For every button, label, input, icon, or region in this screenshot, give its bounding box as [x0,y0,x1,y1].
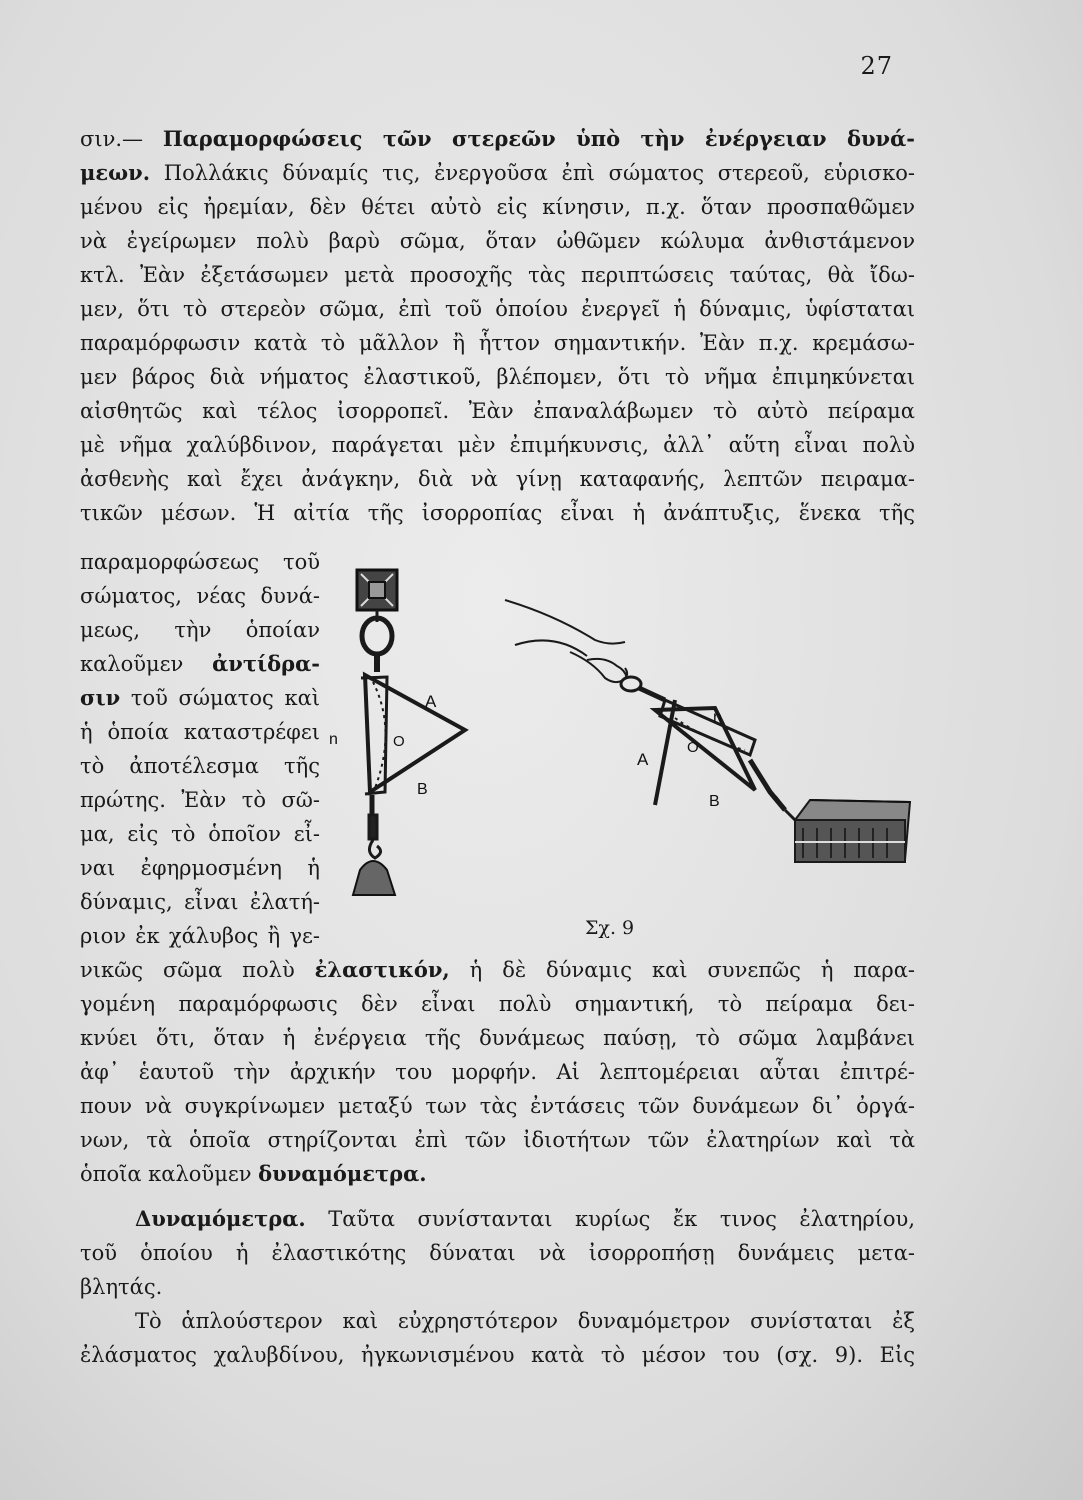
page-number: 27 [860,52,893,80]
wrapped-text-column [80,545,320,953]
wrapcol-line: ἡ ὁποία καταστρέφει [80,720,320,744]
para1-line: μεν, ὅτι τὸ στερεὸν σῶμα, ἐπὶ τοῦ ὁποίου ἐνεργεῖ ἡ δύναμις, ὑφίσταται [80,297,915,321]
para1-line: τικῶν μέσων. Ἡ αἰτία τῆς ἰσορροπίας εἶναι ἡ ἀνάπτυξις, ἕνεκα τῆς [80,501,915,525]
para1-line: νὰ ἐγείρωμεν πολὺ βαρὺ σῶμα, ὅταν ὠθῶμεν κώλυμα ἀνθιστάμενον [80,229,915,253]
wrapcol-line: μεως, τὴν ὁποίαν [80,618,320,642]
left-label-A: A [425,692,437,711]
para3-line-3: βλητάς. [80,1275,163,1299]
para2-line: νικῶς σῶμα πολὺ ἐλαστικόν, ἡ δὲ δύναμις καὶ συνεπῶς ἡ παρα- [80,957,915,982]
paragraph-dynamometers [80,1202,915,1304]
para1-line: μὲ νῆμα χαλύβδινον, παράγεται μὲν ἐπιμήκυνσις, ἀλλ᾽ αὕτη εἶναι πολὺ [80,433,915,457]
paragraph-simplest-dynamometer [80,1304,915,1372]
wrapcol-line: παραμορφώσεως τοῦ [80,550,320,574]
right-dynamometer [505,600,910,862]
left-label-O: O [393,733,405,750]
para1-line: παραμόρφωσιν κατὰ τὸ μᾶλλον ἢ ἧττον σημαντικήν. Ἐὰν π.χ. κρεμάσω- [80,331,915,355]
right-label-A: A [637,750,649,769]
weight-block [795,800,910,862]
wrapcol-line: ναι ἐφηρμοσμένη ἡ [80,856,320,880]
para4-line-2: ἐλάσματος χαλυβδίνου, ἠγκωνισμένου κατὰ τὸ μέσον του (σχ. 9). Εἰς [80,1343,915,1367]
paragraph-elastic [80,953,915,1191]
wrapcol-line: τὸ ἀποτέλεσμα τῆς [80,754,320,778]
dynamometer-figure [325,560,925,945]
para4-line-1: Τὸ ἁπλούστερον καὶ εὐχρηστότερον δυναμόμετρον συνίσταται ἐξ [135,1309,915,1333]
left-label-B: B [417,781,428,798]
figure-caption: Σχ. 9 [585,917,635,939]
dynamometers-heading: Δυναμόμετρα. [135,1206,306,1231]
wrapcol-line: δύναμις, εἶναι ἐλατή- [80,890,320,914]
right-label-O: O [687,739,699,756]
wrapcol-line: σιν τοῦ σώματος καὶ [80,685,320,710]
para1-line: μεων. Πολλάκις δύναμίς τις, ἐνεργοῦσα ἐπὶ σώματος στερεοῦ, εὑρισκο- [80,160,915,185]
para1-line: αἰσθητῶς καὶ τέλος ἰσορροπεῖ. Ἐὰν ἐπαναλάβωμεν τὸ αὐτὸ πείραμα [80,399,915,423]
para2-line: πουν νὰ συγκρίνωμεν μεταξύ των τὰς ἐντάσεις τῶν δυνάμεων δι᾽ ὀργά- [80,1094,915,1118]
para3-line-1: Δυναμόμετρα. Ταῦτα συνίστανται κυρίως ἔκ τινος ἐλατηρίου, [135,1206,915,1231]
wrapcol-line: μα, εἰς τὸ ὁποῖον εἶ- [80,822,320,846]
para1-line: μεν βάρος διὰ νήματος ἐλαστικοῦ, βλέπομεν, ὅτι τὸ νῆμα ἐπιμηκύνεται [80,365,915,389]
left-dynamometer [353,570,465,895]
right-label-n: n [713,709,722,726]
left-label-n: n [329,731,338,748]
para3-line-2: τοῦ ὁποίου ἡ ἐλαστικότης δύναται νὰ ἰσορροπήσῃ δυνάμεις μετα- [80,1241,915,1265]
para2-line: νων, τὰ ὁποῖα στηρίζονται ἐπὶ τῶν ἰδιοτήτων τῶν ἐλατηρίων καὶ τὰ [80,1128,915,1152]
para1-line: μένου εἰς ἠρεμίαν, δὲν θέτει αὐτὸ εἰς κίνησιν, π.χ. ὅταν προσπαθῶμεν [80,195,915,219]
wrapcol-line: πρώτης. Ἐὰν τὸ σῶ- [80,788,320,812]
para2-line: ὁποῖα καλοῦμεν δυναμόμετρα. [80,1161,427,1186]
wrapcol-line: καλοῦμεν ἀντίδρα- [80,651,320,676]
paragraph-deformation [80,122,915,530]
para1-line: κτλ. Ἐὰν ἐξετάσωμεν μετὰ προσοχῆς τὰς περιπτώσεις ταύτας, θὰ ἴδω- [80,263,915,287]
para1-line: ἀσθενὴς καὶ ἔχει ἀνάγκην, διὰ νὰ γίνῃ καταφανής, λεπτῶν πειραμα- [80,467,915,491]
wrapcol-line: σώματος, νέας δυνά- [80,584,320,608]
wrapcol-line: ριον ἐκ χάλυβος ἢ γε- [80,924,320,948]
para2-line: ἀφ᾽ ἑαυτοῦ τὴν ἀρχικήν του μορφήν. Αἱ λεπτομέρειαι αὗται ἐπιτρέ- [80,1060,915,1084]
para2-line: γομένη παραμόρφωσις δὲν εἶναι πολὺ σημαντική, τὸ πείραμα δει- [80,992,915,1016]
para2-line: κνύει ὅτι, ὅταν ἡ ἐνέργεια τῆς δυνάμεως παύσῃ, τὸ σῶμα λαμβάνει [80,1026,915,1050]
para1-line: σιν.— Παραμορφώσεις τῶν στερεῶν ὑπὸ τὴν ἐνέργειαν δυνά- [80,126,915,151]
right-label-B: B [709,793,720,810]
